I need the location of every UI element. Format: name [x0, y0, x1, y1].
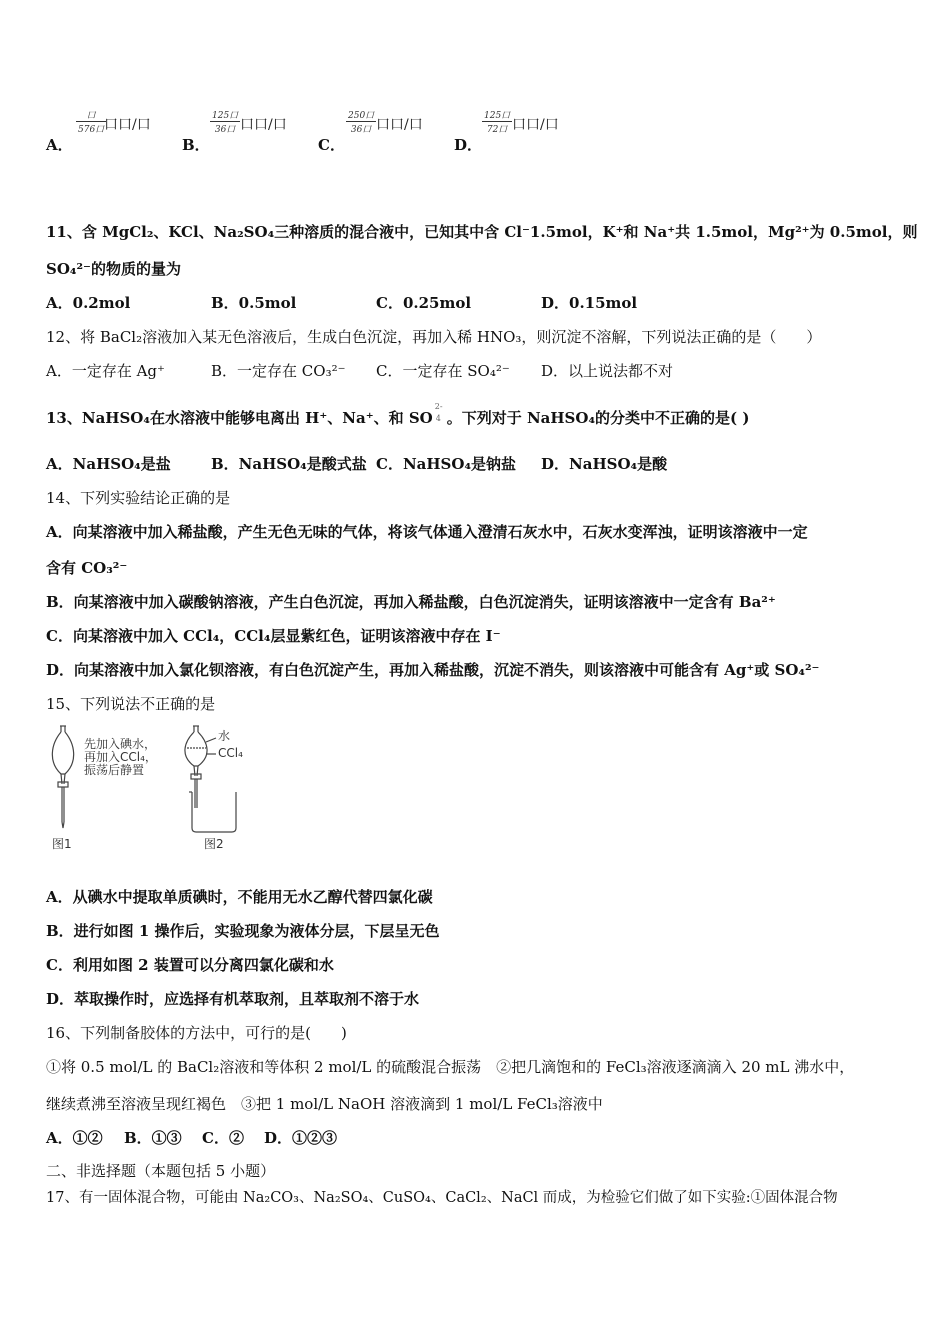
q11-stem-line2: SO₄²⁻的物质的量为 — [46, 260, 181, 278]
q12-stem: 12、将 BaCl₂溶液加入某无色溶液后，生成白色沉淀，再加入稀 HNO₃，则沉淀不溶解，下列说法正确的是（ ） — [46, 328, 822, 346]
q13-option-a: A．NaHSO₄是盐 — [46, 455, 171, 473]
q15-option-d: D．萃取操作时，应选择有机萃取剂，且萃取剂不溶于水 — [46, 990, 420, 1008]
q11-options — [46, 293, 637, 313]
q16-options — [46, 1128, 337, 1148]
fig2-water-label: 水 — [218, 729, 231, 743]
q16-option-d: D．①②③ — [264, 1129, 338, 1147]
q13-option-c: C．NaHSO₄是钠盐 — [376, 455, 517, 473]
q10-b-fraction: 125口 36口 — [210, 108, 240, 135]
q11-option-d: D．0.15mol — [541, 294, 638, 312]
q15-option-c: C．利用如图 2 装置可以分离四氯化碳和水 — [46, 956, 334, 974]
q14-stem: 14、下列实验结论正确的是 — [46, 489, 231, 507]
q11-option-c: C．0.25mol — [376, 294, 472, 312]
q12-option-b: B．一定存在 CO₃²⁻ — [211, 362, 346, 380]
q10-d-fraction: 125口 72口 — [482, 108, 512, 135]
section-heading: 二、非选择题（本题包括 5 小题） — [46, 1162, 276, 1180]
q15-figure — [46, 724, 266, 854]
q14-option-b: B．向某溶液中加入碳酸钠溶液，产生白色沉淀，再加入稀盐酸，白色沉淀消失，证明该溶液中一定含有 Ba²⁺ — [46, 593, 776, 611]
q17-stem: 17、有一固体混合物，可能由 Na₂CO₃、Na₂SO₄、CuSO₄、CaCl₂、NaCl 而成，为检验它们做了如下实验:①固体混合物 — [46, 1190, 838, 1206]
q16-option-c: C．② — [202, 1129, 244, 1147]
q11-option-b: B．0.5mol — [211, 294, 297, 312]
fig2-ccl4-label: CCl₄ — [218, 746, 243, 760]
q13-option-d: D．NaHSO₄是酸 — [541, 455, 668, 473]
q14-option-a-line1: A．向某溶液中加入稀盐酸，产生无色无味的气体，将该气体通入澄清石灰水中，石灰水变浑浊，证明该溶液中一定 — [46, 523, 808, 541]
q15-stem: 15、下列说法不正确的是 — [46, 695, 216, 713]
q12-options — [46, 361, 673, 381]
q12-option-a: A．一定存在 Ag⁺ — [46, 362, 165, 380]
fig1-description: 先加入碘水， 再加入CCl₄， 振荡后静置 — [84, 737, 157, 777]
q16-line2: 继续煮沸至溶液呈现红褐色 ③把 1 mol/L NaOH 溶液滴到 1 mol/L FeCl₃溶液中 — [46, 1095, 603, 1113]
q12-option-d: D．以上说法都不对 — [541, 362, 674, 380]
q11-option-a: A．0.2mol — [46, 294, 131, 312]
q15-option-a: A．从碘水中提取单质碘时，不能用无水乙醇代替四氯化碳 — [46, 888, 433, 906]
q16-option-b: B．①③ — [124, 1129, 182, 1147]
q14-option-c: C．向某溶液中加入 CCl₄，CCl₄层显紫红色，证明该溶液中存在 I⁻ — [46, 627, 501, 645]
q11-stem-line1: 11、含 MgCl₂、KCl、Na₂SO₄三种溶质的混合液中，已知其中含 Cl⁻1.5mol，K⁺和 Na⁺共 1.5mol，Mg²⁺为 0.5mol，则 — [46, 223, 918, 241]
q10-a-fraction: 口 576口 — [76, 108, 106, 135]
q13-options — [46, 454, 667, 474]
q13-stem: 13、NaHSO₄在水溶液中能够电离出 H⁺、Na⁺、和 SO 2- 4 。下列对于 NaHSO₄的分类中不正确的是( ) — [46, 402, 750, 427]
fig2-label: 图2 — [204, 837, 224, 851]
q14-option-a-line2: 含有 CO₃²⁻ — [46, 559, 128, 577]
fig1-label: 图1 — [52, 837, 72, 851]
q16-line1: ①将 0.5 mol/L 的 BaCl₂溶液和等体积 2 mol/L 的硫酸混合振荡 ②把几滴饱和的 FeCl₃溶液逐滴滴入 20 mL 沸水中， — [46, 1058, 855, 1076]
q14-option-d: D．向某溶液中加入氯化钡溶液，有白色沉淀产生，再加入稀盐酸，沉淀不消失，则该溶液中可能含有 Ag⁺或 SO₄²⁻ — [46, 661, 820, 679]
q16-stem: 16、下列制备胶体的方法中，可行的是( ) — [46, 1024, 347, 1042]
q10-c-fraction: 250口 36口 — [346, 108, 376, 135]
q16-option-a: A．①② — [46, 1129, 103, 1147]
q12-option-c: C．一定存在 SO₄²⁻ — [376, 362, 510, 380]
q15-option-b: B．进行如图 1 操作后，实验现象为液体分层，下层呈无色 — [46, 922, 440, 940]
q13-option-b: B．NaHSO₄是酸式盐 — [211, 455, 367, 473]
